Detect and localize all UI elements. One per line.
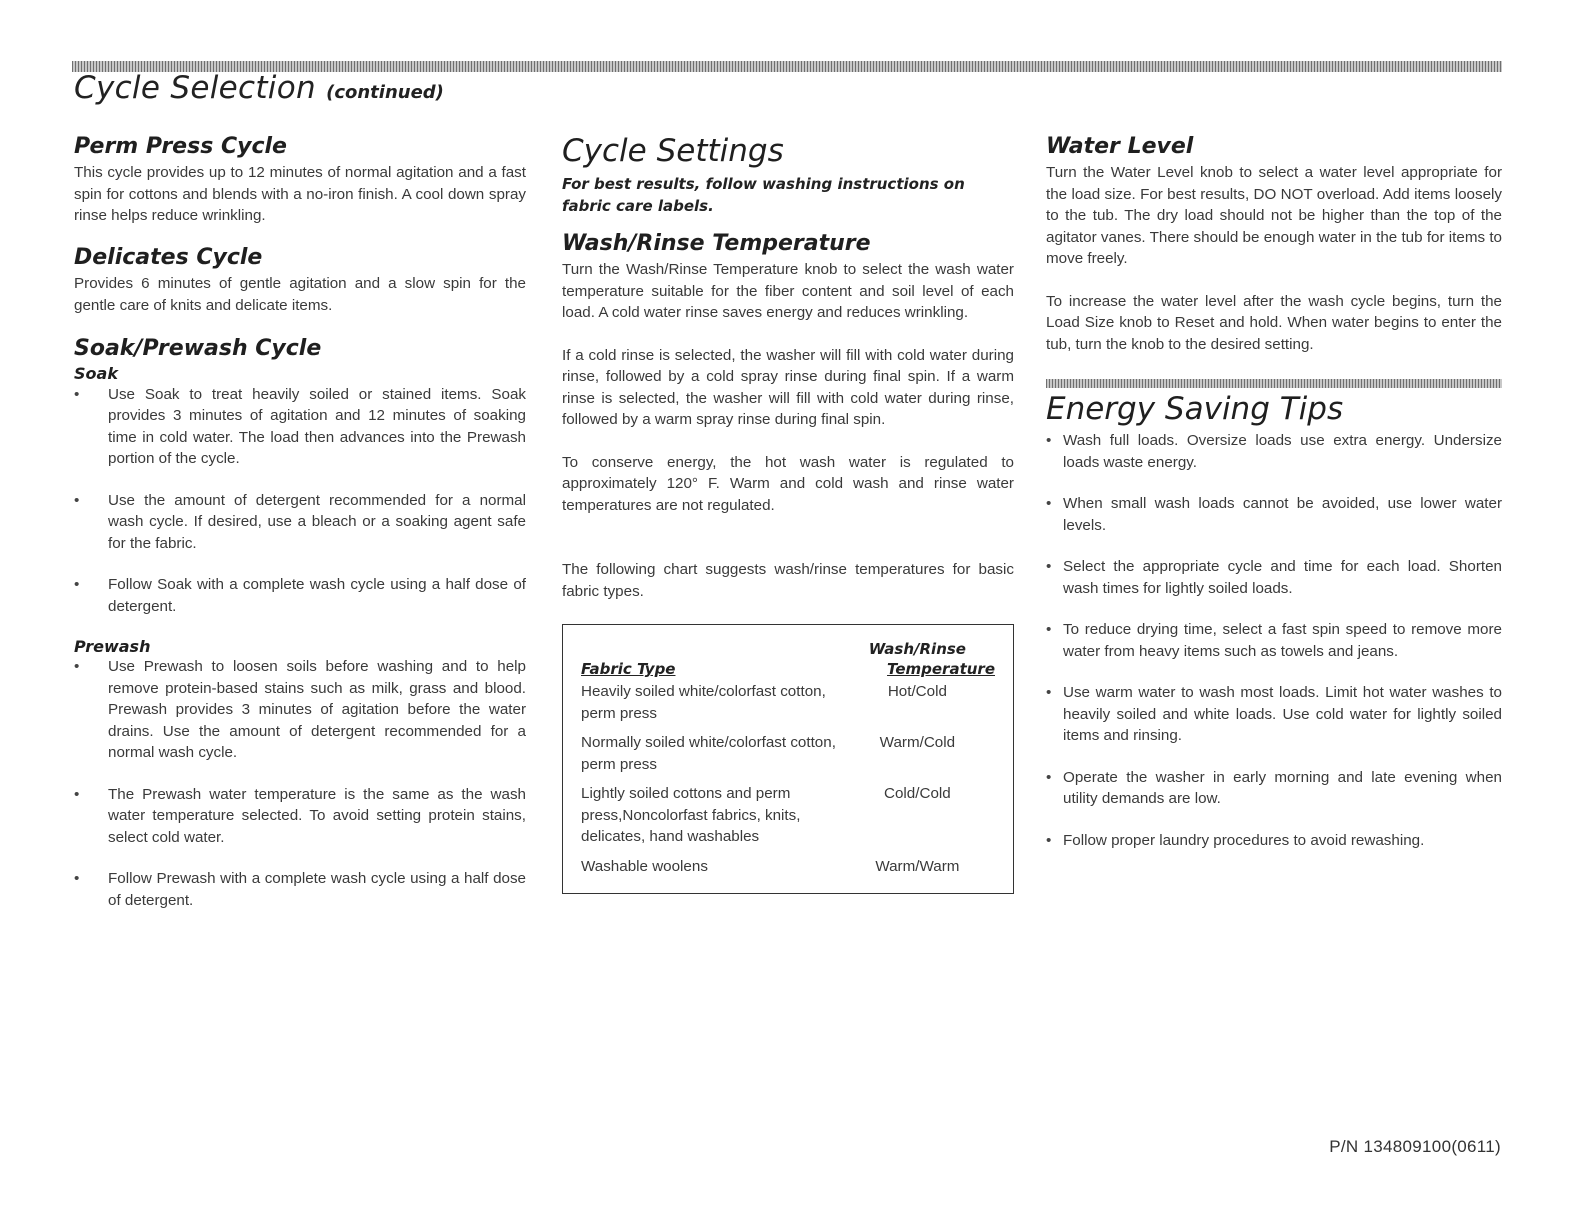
soak-heading: Soak	[74, 364, 118, 384]
water-level-paragraph: To increase the water level after the wash cycle begins, turn the Load Size knob to Reset and hold. When water begins to enter the tub, turn the knob to the desired setting.	[1046, 292, 1502, 353]
list-item: • Operate the washer in early morning and late evening when utility demands are low.	[1046, 767, 1502, 810]
energy-heading: Energy Saving Tips	[1046, 391, 1344, 427]
temperature-header-line2: Temperature	[887, 660, 995, 679]
soak-list	[74, 384, 526, 618]
soak-prewash-section	[74, 336, 526, 911]
fabric-cell: Washable woolens	[581, 857, 708, 875]
wash-rinse-heading: Wash/Rinse Temperature	[562, 231, 871, 257]
soak-prewash-heading: Soak/Prewash Cycle	[74, 336, 322, 362]
table-row	[581, 679, 995, 730]
list-item: • Follow Prewash with a complete wash cycle using a half dose of detergent.	[74, 868, 526, 911]
wash-rinse-paragraph: To conserve energy, the hot wash water is regulated to approximately 120° F. Warm and cold wash and rinse water temperatures are not regulated.	[562, 453, 1014, 514]
fabric-type-header: Fabric Type	[581, 660, 676, 679]
list-item: • Follow proper laundry procedures to avoid rewashing.	[1046, 830, 1502, 852]
table-header-row	[581, 639, 995, 679]
perm-press-heading: Perm Press Cycle	[74, 134, 287, 159]
cycle-settings-lead: For best results, follow washing instructions on fabric care labels.	[562, 175, 965, 215]
fabric-cell: Heavily soiled white/colorfast cotton, perm press	[581, 683, 826, 722]
energy-rule	[1046, 379, 1502, 388]
perm-press-section	[74, 134, 526, 227]
fabric-cell: Lightly soiled cottons and perm press,Noncolorfast fabrics, knits, delicates, hand washables	[581, 785, 801, 846]
temperature-cell: Cold/Cold	[884, 785, 951, 803]
energy-section	[1046, 392, 1502, 871]
wash-rinse-paragraph: Turn the Wash/Rinse Temperature knob to select the wash water temperature suitable for the fiber content and soil level of each load. A cold water rinse saves energy and reduces wrinkling.	[562, 261, 1014, 322]
delicates-body: Provides 6 minutes of gentle agitation and a slow spin for the gentle care of knits and delicate items.	[74, 275, 526, 314]
temperature-cell: Warm/Cold	[879, 734, 956, 752]
water-level-heading: Water Level	[1046, 134, 1194, 159]
cycle-settings-heading: Cycle Settings	[562, 133, 784, 169]
delicates-section	[74, 245, 526, 316]
list-item: • Use Prewash to loosen soils before washing and to help remove protein-based stains such as milk, grass and blood. Prewash provides 3 minutes of agitation before the water drains. Use the amount of detergent recommended for a normal wash cycle.	[74, 656, 526, 764]
wash-rinse-paragraph: If a cold rinse is selected, the washer will fill with cold water during rinse, followed by a cold spray rinse during final spin. If a warm rinse is selected, the washer will fill with cold water during rinse, followed by a warm spray rinse during final spin.	[562, 346, 1014, 429]
list-item: • The Prewash water temperature is the same as the wash water temperature selected. To avoid setting protein stains, select cold water.	[74, 784, 526, 849]
wash-rinse-paragraph: The following chart suggests wash/rinse temperatures for basic fabric types.	[562, 561, 1014, 600]
list-item: • Use the amount of detergent recommended for a normal wash cycle. If desired, use a bleach or a soaking agent safe for the fabric.	[74, 490, 526, 555]
list-item: • Follow Soak with a complete wash cycle using a half dose of detergent.	[74, 574, 526, 617]
perm-press-body: This cycle provides up to 12 minutes of normal agitation and a fast spin for cottons and blends with a no-iron finish. A cool down spray rinse helps reduce wrinkling.	[74, 164, 526, 225]
page-title-suffix: (continued)	[326, 82, 444, 103]
prewash-list	[74, 656, 526, 911]
column-water-energy	[1046, 134, 1502, 355]
water-level-section	[1046, 134, 1502, 355]
column-cycle-settings	[562, 134, 1014, 894]
table-row	[581, 781, 995, 854]
temperature-table	[581, 639, 995, 883]
list-item: • When small wash loads cannot be avoided, use lower water levels.	[1046, 493, 1502, 536]
list-item: • Use warm water to wash most loads. Limit hot water washes to heavily soiled and white loads. Use cold water for lightly soiled items and rinsing.	[1046, 682, 1502, 747]
temperature-chart	[562, 624, 1014, 894]
list-item: • To reduce drying time, select a fast spin speed to remove more water from heavy items such as towels and jeans.	[1046, 619, 1502, 662]
temperature-cell: Hot/Cold	[887, 683, 947, 701]
table-row	[581, 730, 995, 781]
fabric-cell: Normally soiled white/colorfast cotton, perm press	[581, 734, 836, 773]
prewash-heading: Prewash	[74, 637, 151, 657]
page-title: Cycle Selection (continued)	[74, 70, 444, 106]
table-row	[581, 854, 995, 884]
water-level-paragraph: Turn the Water Level knob to select a water level appropriate for the load size. For best results, DO NOT overload. Add items loosely to the tub. The dry load should not be higher than the top of the agitator vanes. There should be enough water in the tub for items to move freely.	[1046, 164, 1502, 268]
column-cycles	[74, 134, 526, 931]
energy-tips-list	[1046, 430, 1502, 851]
temperature-cell: Warm/Warm	[875, 857, 960, 875]
list-item: • Select the appropriate cycle and time for each load. Shorten wash times for lightly soiled loads.	[1046, 556, 1502, 599]
delicates-heading: Delicates Cycle	[74, 244, 263, 270]
part-number: P/N 134809100(0611)	[1329, 1137, 1501, 1156]
temperature-header-line1: Wash/Rinse	[868, 640, 966, 659]
list-item: • Wash full loads. Oversize loads use extra energy. Undersize loads waste energy.	[1046, 430, 1502, 473]
list-item: • Use Soak to treat heavily soiled or stained items. Soak provides 3 minutes of agitation and 12 minutes of soaking time in cold water. The load then advances into the Prewash portion of the cycle.	[74, 384, 526, 470]
temperature-header	[840, 639, 995, 679]
